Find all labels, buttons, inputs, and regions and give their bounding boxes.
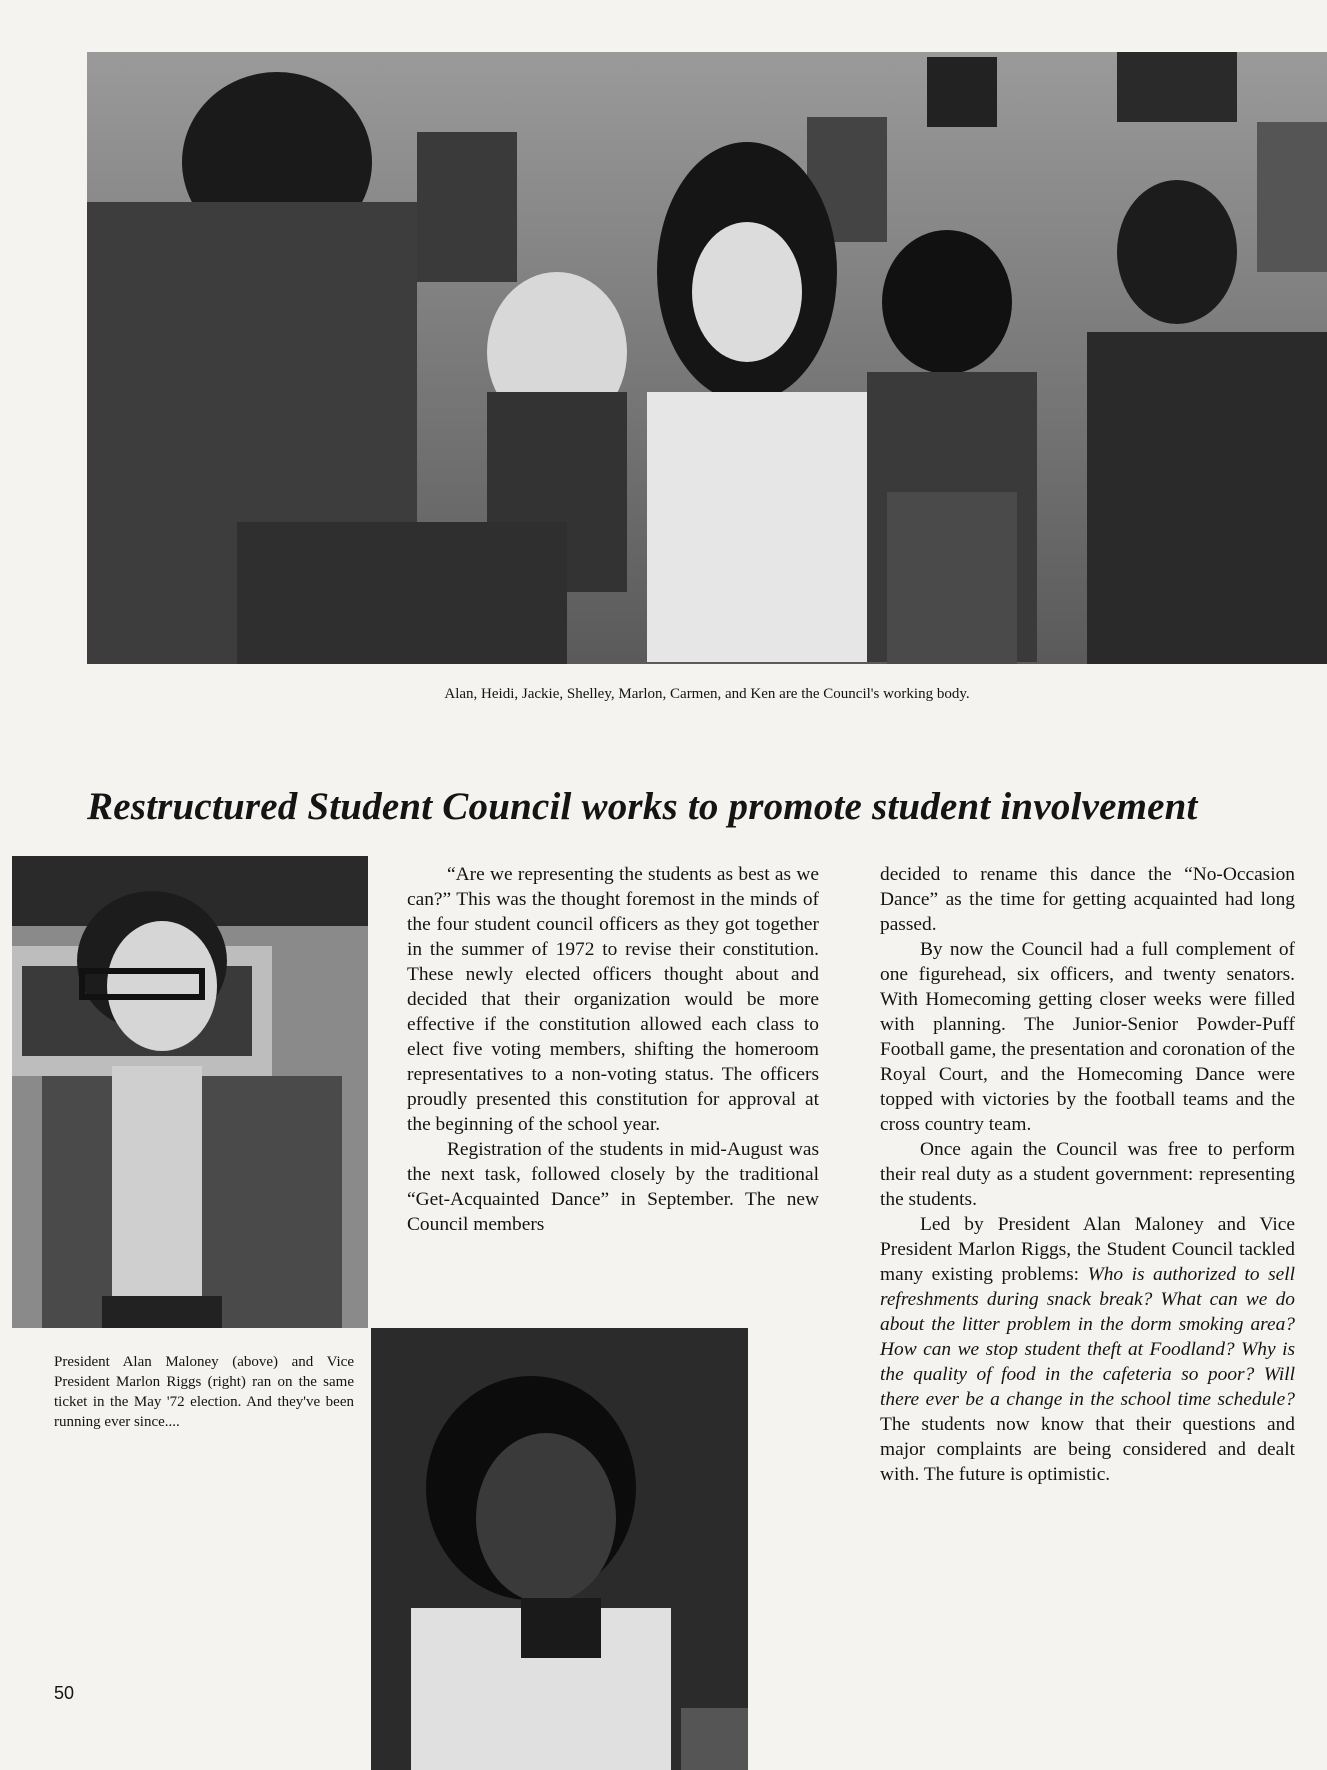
paragraph-lead: Led by President Alan Maloney and Vice President Marlon Riggs, the Student Council tackled many existing problems: (880, 1214, 1295, 1285)
article-paragraph: decided to rename this dance the “No-Occasion Dance” as the time for getting acquainted had long passed. (880, 864, 1295, 935)
page-number: 50 (54, 1683, 75, 1703)
officers-photo-caption: President Alan Maloney (above) and Vice President Marlon Riggs (right) ran on the same ticket in the May '72 election. And they've been running ever since.... (54, 1354, 354, 1430)
article-column-right (880, 862, 1295, 1487)
article-paragraph: Registration of the students in mid-August was the next task, followed closely by the traditional “Get-Acquainted Dance” in September. The new Council members (407, 1139, 819, 1235)
group-photo (87, 52, 1327, 664)
council-questions: Who is authorized to sell refreshments during snack break? What can we do about the litter problem in the dorm smoking area? How can we stop student theft at Foodland? Why is the quality of food in the cafeteria so poor? Will there ever be a change in the school time schedule? (880, 1264, 1296, 1410)
article-paragraph: By now the Council had a full complement of one figurehead, six officers, and twenty senators. With Homecoming getting closer weeks were filled with planning. The Junior-Senior Powder-Puff Football game, the presentation and coronation of the Royal Court, and the Homecoming Dance were topped with victories by the football teams and the cross country team. (880, 939, 1295, 1135)
article-paragraph (880, 1212, 1295, 1487)
article-paragraph: “Are we representing the students as best as we can?” This was the thought foremost in the minds of the four student council officers as they got together in the summer of 1972 to revise their constitution. These newly elected officers thought about and decided that their organization would be more effective if the constitution allowed each class to elect five voting members, shifting the homeroom representatives to a non-voting status. The officers proudly presented this constitution for approval at the beginning of the school year. (407, 864, 819, 1135)
president-photo (12, 856, 368, 1328)
group-photo-caption: Alan, Heidi, Jackie, Shelley, Marlon, Carmen, and Ken are the Council's working body. (444, 686, 970, 702)
page-headline: Restructured Student Council works to promote student involvement (87, 785, 1198, 829)
vice-president-photo (371, 1328, 748, 1770)
article-column-middle (407, 862, 819, 1237)
article-paragraph: Once again the Council was free to perform their real duty as a student government: representing the students. (880, 1139, 1295, 1210)
paragraph-close: The students now know that their questions and major complaints are being considered and dealt with. The future is optimistic. (880, 1414, 1295, 1485)
